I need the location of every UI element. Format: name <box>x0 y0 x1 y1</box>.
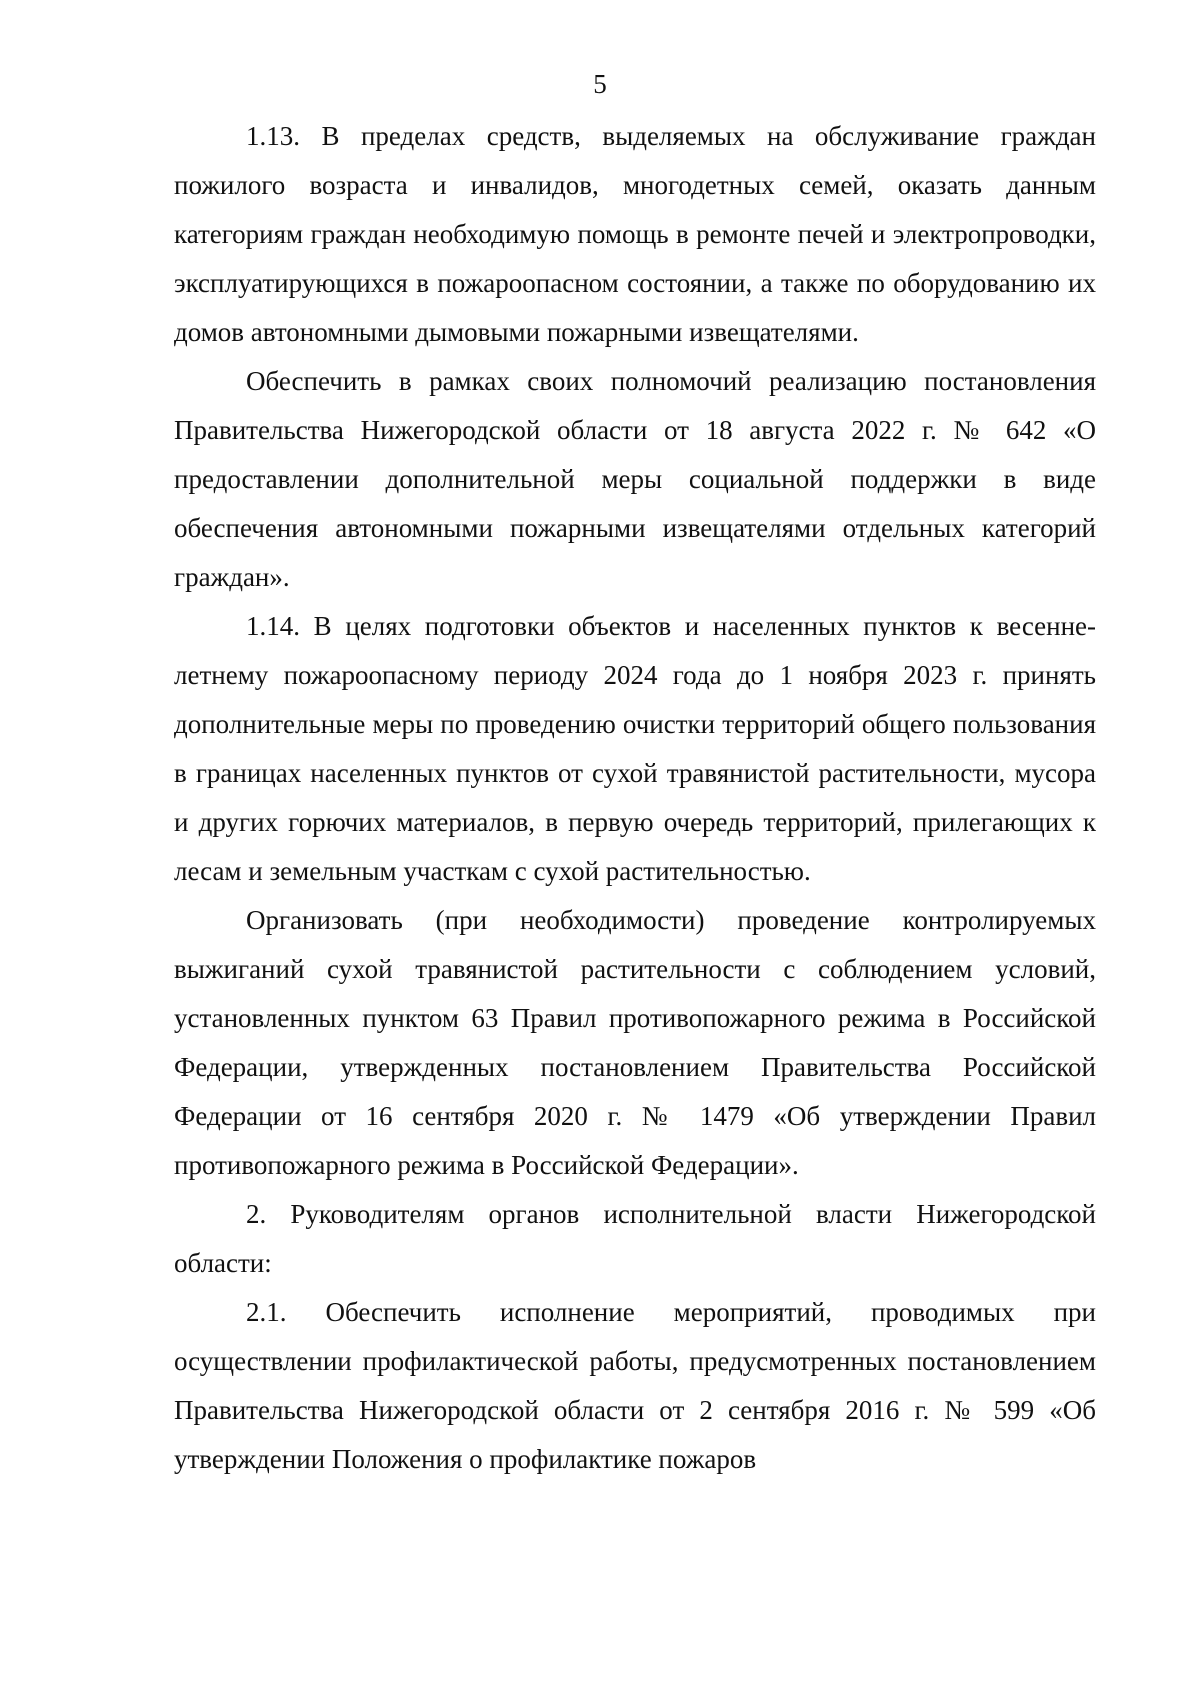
paragraph-1-14: 1.14. В целях подготовки объектов и населенных пунктов к весенне-летнему пожароопасному периоду 2024 года до 1 ноября 2023 г. принять дополнительные меры по проведению очистки территорий общего пользования в границах населенных пунктов от сухой травянистой растительности, мусора и других горючих материалов, в первую очередь территорий, прилегающих к лесам и земельным участкам с сухой растительностью. <box>174 611 1096 886</box>
paragraph-2: 2. Руководителям органов исполнительной власти Нижегородской области: <box>174 1199 1096 1278</box>
document-body <box>174 112 1096 1484</box>
page-number: 5 <box>593 69 607 99</box>
paragraph-2-1: 2.1. Обеспечить исполнение мероприятий, проводимых при осуществлении профилактической работы, предусмотренных постановлением Правительства Нижегородской области от 2 сентября 2016 г. № 599 «Об утверждении Положения о профилактике пожаров <box>174 1297 1096 1474</box>
paragraph-controlled-burning: Организовать (при необходимости) проведение контролируемых выжиганий сухой травянистой растительности с соблюдением условий, установленных пунктом 63 Правил противопожарного режима в Российской Федерации, утвержденных постановлением Правительства Российской Федерации от 16 сентября 2020 г. № 1479 «Об утверждении Правил противопожарного режима в Российской Федерации». <box>174 905 1096 1180</box>
paragraph-1-13: 1.13. В пределах средств, выделяемых на обслуживание граждан пожилого возраста и инвалидов, многодетных семей, оказать данным категориям граждан необходимую помощь в ремонте печей и электропроводки, эксплуатирующихся в пожароопасном состоянии, а также по оборудованию их домов автономными дымовыми пожарными извещателями. <box>174 121 1096 347</box>
paragraph-ensure-implementation: Обеспечить в рамках своих полномочий реализацию постановления Правительства Нижегородской области от 18 августа 2022 г. № 642 «О предоставлении дополнительной меры социальной поддержки в виде обеспечения автономными пожарными извещателями отдельных категорий граждан». <box>174 366 1096 592</box>
